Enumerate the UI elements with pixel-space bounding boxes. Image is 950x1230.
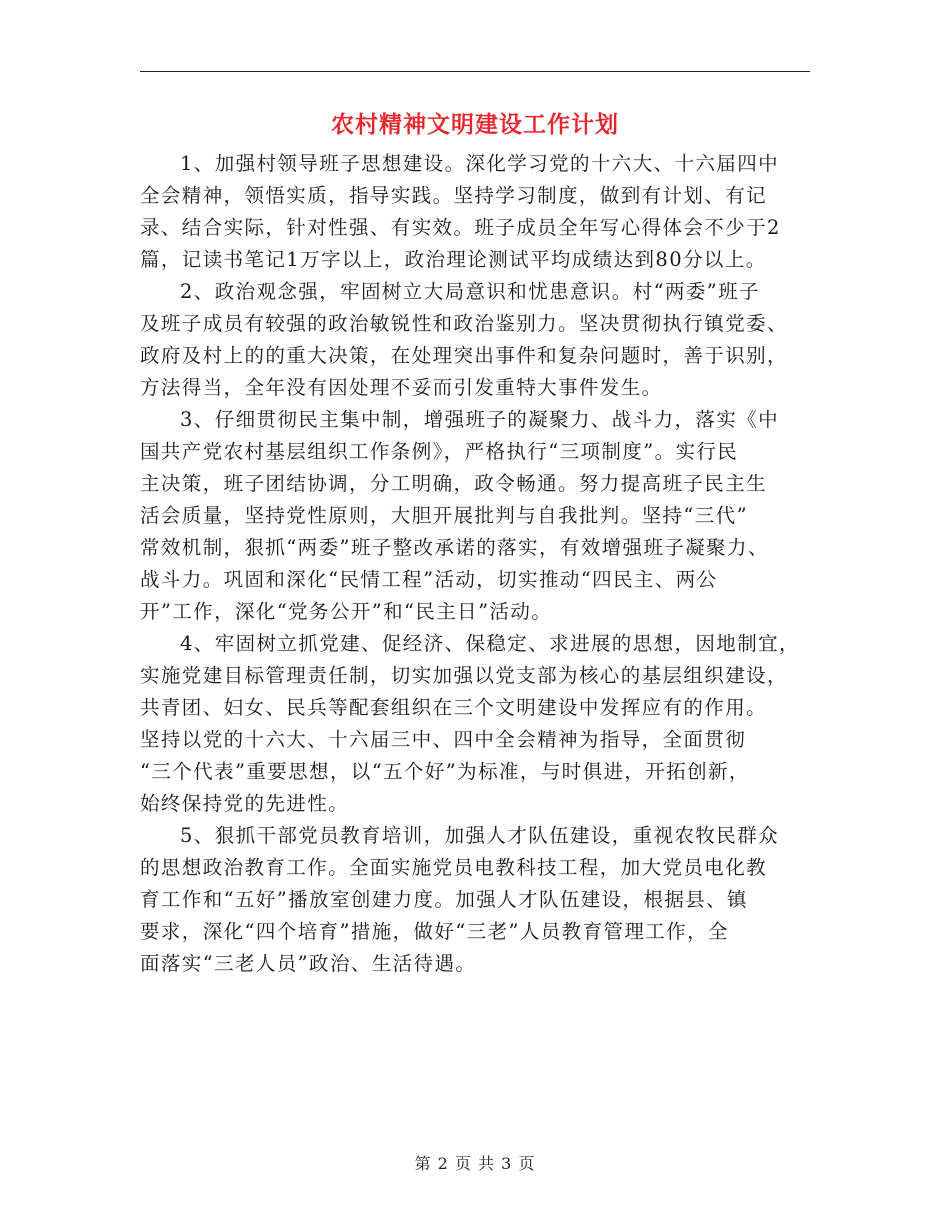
paragraph-line: 录、结合实际，针对性强、有实效。班子成员全年写心得体会不少于2: [140, 216, 781, 239]
paragraph-line: 实施党建目标管理责任制，切实加强以党支部为核心的基层组织建设，: [140, 664, 788, 687]
paragraph-line: 始终保持党的先进性。: [140, 792, 350, 815]
paragraph-line: 育工作和“五好”播放室创建力度。加强人才队伍建设，根据县、镇: [140, 888, 748, 911]
paragraph-4: [140, 628, 812, 820]
paragraph-line: 战斗力。巩固和深化“民情工程”活动，切实推动“四民主、两公: [140, 568, 718, 591]
paragraph-line: 坚持以党的十六大、十六届三中、四中全会精神为指导，全面贯彻: [140, 728, 747, 751]
paragraph-1: [140, 148, 812, 276]
paragraph-line: 篇，记读书笔记1万字以上，政治理论测试平均成绩达到80分以上。: [140, 248, 767, 271]
paragraph-line: 活会质量，坚持党性原则，大胆开展批判与自我批判。坚持“三代”: [140, 504, 748, 527]
paragraph-line: 主决策，班子团结协调，分工明确，政令畅通。努力提高班子民主生: [140, 472, 768, 495]
paragraph-line: 1、加强村领导班子思想建设。深化学习党的十六大、十六届四中: [180, 152, 780, 175]
header-rule: [140, 71, 810, 72]
paragraph-line: 常效机制，狠抓“两委”班子整改承诺的落实，有效增强班子凝聚力、: [140, 536, 769, 559]
paragraph-2: [140, 276, 812, 404]
paragraph-line: 面落实“三老人员”政治、生活待遇。: [140, 952, 477, 975]
paragraph-line: 全会精神，领悟实质，指导实践。坚持学习制度，做到有计划、有记: [140, 184, 768, 207]
paragraph-line: 3、仔细贯彻民主集中制，增强班子的凝聚力、战斗力，落实《中: [180, 408, 780, 431]
page-number-footer: 第 2 页 共 3 页: [414, 1154, 536, 1173]
paragraph-line: 要求，深化“四个培育”措施，做好“三老”人员教育管理工作，全: [140, 920, 729, 943]
paragraph-line: 5、狠抓干部党员教育培训，加强人才队伍建设，重视农牧民群众: [180, 824, 780, 847]
paragraph-line: 2、政治观念强，牢固树立大局意识和忧患意识。村“两委”班子: [180, 280, 760, 303]
paragraph-3: [140, 404, 812, 628]
paragraph-line: 的思想政治教育工作。全面实施党员电教科技工程，加大党员电化教: [140, 856, 768, 879]
document-body: [140, 148, 812, 980]
paragraph-line: 开”工作，深化“党务公开”和“民主日”活动。: [140, 600, 553, 623]
paragraph-line: 政府及村上的的重大决策，在处理突出事件和复杂问题时，善于识别，: [140, 344, 788, 367]
paragraph-line: “三个代表”重要思想，以“五个好”为标准，与时俱进，开拓创新，: [140, 760, 750, 783]
document-title: 农村精神文明建设工作计划: [331, 111, 619, 138]
paragraph-line: 及班子成员有较强的政治敏锐性和政治鉴别力。坚决贯彻执行镇党委、: [140, 312, 788, 335]
paragraph-line: 共青团、妇女、民兵等配套组织在三个文明建设中发挥应有的作用。: [140, 696, 768, 719]
paragraph-line: 4、牢固树立抓党建、促经济、保稳定、求进展的思想，因地制宜，: [180, 632, 800, 655]
paragraph-5: [140, 820, 812, 980]
paragraph-line: 国共产党农村基层组织工作条例》，严格执行“三项制度”。实行民: [140, 440, 739, 463]
paragraph-line: 方法得当，全年没有因处理不妥而引发重特大事件发生。: [140, 376, 663, 399]
